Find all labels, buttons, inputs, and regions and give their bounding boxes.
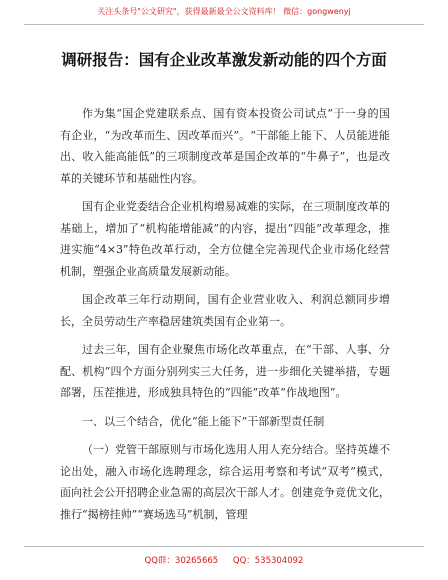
- footer-qq-group: QQ群：30265665: [144, 556, 219, 566]
- paragraph-1: 作为集“国企党建联系点、国有资本投资公司试点”于一身的国有企业，“为改革而生、因改革而兴”。“干部能上能下、人员能进能出、收入能高能低”的三项制度改革是国企改革的“牛鼻子”，也是改革的关键环节和基础性内容。: [60, 107, 390, 185]
- paragraph-4: 过去三年，国有企业聚焦市场化改革重点，在“干部、人事、分配、机构”四个方面分别列实三大任务，进一步细化关键举措，专题部署，压茬推进，形成独具特色的“四能”改革“作战地图”。: [60, 343, 390, 399]
- paragraph-5: （一）党管干部原则与市场化选用人用人充分结合。坚持英雄不论出处，融入市场化选聘理念，综合运用考察和考试“双考”模式，面向社会公开招聘企业急需的高层次干部人才。创建竞争竞优文化，推行“揭榜挂帅”“赛场选马”机制，管理: [60, 443, 390, 521]
- top-divider: [24, 24, 424, 25]
- document-body: [60, 103, 390, 532]
- footer: [0, 554, 448, 566]
- bottom-divider: [24, 546, 424, 547]
- paragraph-3: 国企改革三年行动期间，国有企业营业收入、利润总额同步增长，全员劳动生产率稳居建筑类国有企业第一。: [60, 293, 390, 328]
- section-heading-1: 一、以三个结合，优化“能上能下”干部新型责任制: [82, 414, 325, 428]
- paragraph-2: 国有企业党委结合企业机构增易减难的实际，在三项制度改革的基础上，增加了“机构能增能减”的内容，提出“四能”改革理念，推进实施“4×3”特色改革行动，全方位健全完善现代企业市场化经营机制，塑强企业高质量发展新动能。: [60, 200, 390, 278]
- document-title: 调研报告：国有企业改革激发新动能的四个方面: [61, 51, 387, 69]
- top-banner: 关注头条号"公文研究"，获得最新最全公文资料库！ 微信：gongwenyj: [97, 7, 351, 16]
- footer-qq: QQ：535304092: [232, 556, 304, 566]
